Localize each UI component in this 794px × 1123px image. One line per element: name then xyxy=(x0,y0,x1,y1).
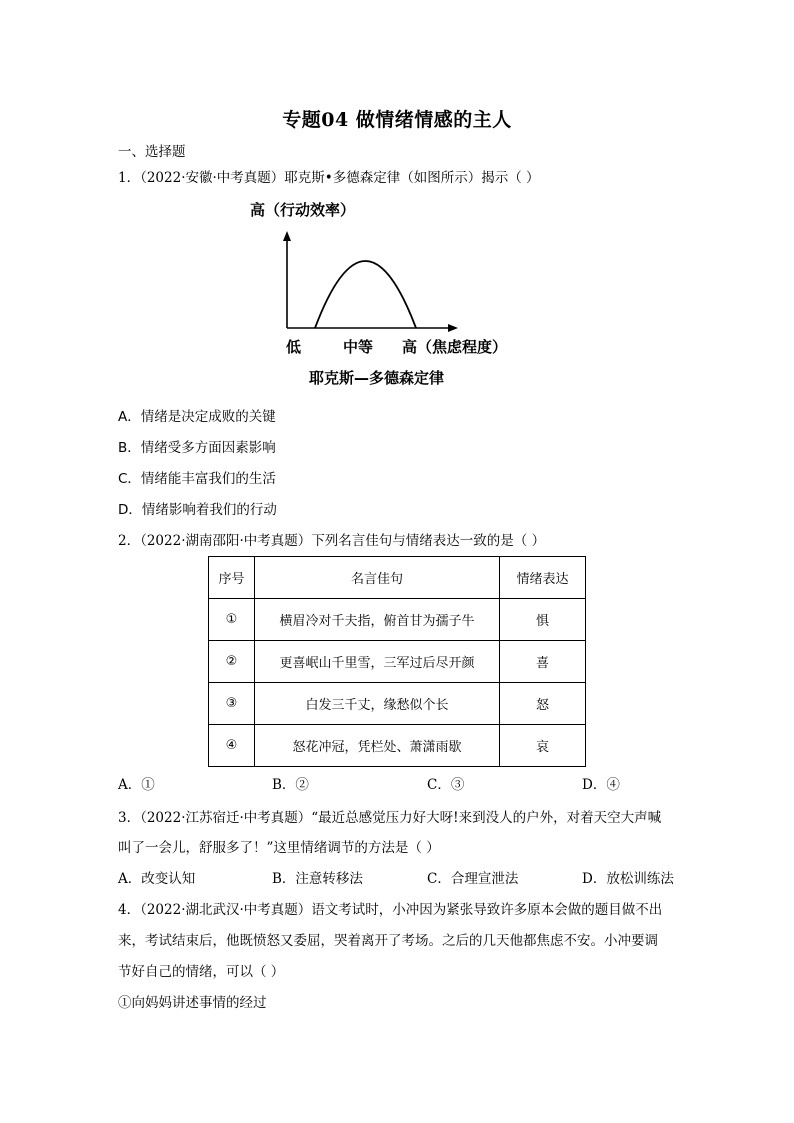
table-header: 情绪表达 xyxy=(500,557,586,599)
q1-option-b: B．情绪受多方面因素影响 xyxy=(118,440,276,456)
table-cell: 怒花冲冠，凭栏处、萧潇雨歇 xyxy=(255,725,500,767)
table-cell: ④ xyxy=(209,725,255,767)
table-row xyxy=(209,725,586,767)
q1-option-d: D．情绪影响着我们的行动 xyxy=(118,502,277,518)
quotes-table xyxy=(208,556,586,767)
q3-option-c: C．合理宣泄法 xyxy=(427,871,519,887)
table-cell: 横眉冷对千夫指，俯首甘为孺子牛 xyxy=(255,599,500,641)
table-cell: ② xyxy=(209,641,255,683)
table-cell: 喜 xyxy=(500,641,586,683)
page-title: 专题04 做情绪情感的主人 xyxy=(282,109,512,131)
section-heading: 一、选择题 xyxy=(118,144,186,160)
question-4-line-3: 节好自己的情绪，可以（ ） xyxy=(118,964,285,980)
q3-option-a: A．改变认知 xyxy=(118,871,196,887)
q2-option-b: B．② xyxy=(272,777,309,793)
question-3-line-1: 3．（2022·江苏宿迁·中考真题）“最近总感觉压力好大呀!来到没人的户外，对着天空大声喊 xyxy=(118,810,662,826)
q3-option-d: D．放松训练法 xyxy=(582,871,674,887)
q2-option-a: A．① xyxy=(118,777,155,793)
question-4-line-1: 4．（2022·湖北武汉·中考真题）语文考试时，小冲因为紧张导致许多原本会做的题目做不出 xyxy=(118,902,663,918)
table-header: 名言佳句 xyxy=(255,557,500,599)
x-axis-arrow-icon xyxy=(448,324,458,332)
chart-title: 耶克斯—多德森定律 xyxy=(309,369,445,387)
table-cell: 更喜岷山千里雪，三军过后尽开颜 xyxy=(255,641,500,683)
table-row xyxy=(209,683,586,725)
table-cell: 白发三千丈，缘愁似个长 xyxy=(255,683,500,725)
question-4-line-2: 来，考试结束后，他既愤怒又委屈，哭着离开了考场。之后的几天他都焦虑不安。小冲要调 xyxy=(118,933,658,949)
table-cell: 哀 xyxy=(500,725,586,767)
question-4-item-1: ①向妈妈讲述事情的经过 xyxy=(118,995,267,1011)
question-3-line-2: 叫了一会儿，舒服多了！”这里情绪调节的方法是（ ） xyxy=(118,840,440,856)
q1-option-c: C．情绪能丰富我们的生活 xyxy=(118,471,276,487)
table-row xyxy=(209,599,586,641)
question-1-stem: 1．（2022·安徽·中考真题）耶克斯•多德森定律（如图所示）揭示（ ） xyxy=(118,170,540,186)
table-header: 序号 xyxy=(209,557,255,599)
x-tick-medium: 中等 xyxy=(343,338,374,356)
q2-option-d: D．④ xyxy=(582,777,620,793)
table-cell: 惧 xyxy=(500,599,586,641)
table-row xyxy=(209,641,586,683)
table-header-row xyxy=(209,557,586,599)
table-cell: 怒 xyxy=(500,683,586,725)
question-2-stem: 2．（2022·湖南邵阳·中考真题）下列名言佳句与情绪表达一致的是（ ） xyxy=(118,533,546,549)
q3-option-b: B．注意转移法 xyxy=(272,871,363,887)
table-cell: ① xyxy=(209,599,255,641)
efficiency-curve xyxy=(315,261,416,328)
y-axis-arrow-icon xyxy=(283,231,291,241)
x-tick-low: 低 xyxy=(286,338,302,356)
chart-ylabel: 高（行动效率） xyxy=(250,201,356,219)
table-cell: ③ xyxy=(209,683,255,725)
q2-option-c: C．③ xyxy=(427,777,465,793)
q1-option-a: A．情绪是决定成败的关键 xyxy=(118,409,276,425)
x-tick-high: 高（焦虑程度） xyxy=(402,338,508,356)
yerkes-dodson-chart xyxy=(240,195,540,390)
